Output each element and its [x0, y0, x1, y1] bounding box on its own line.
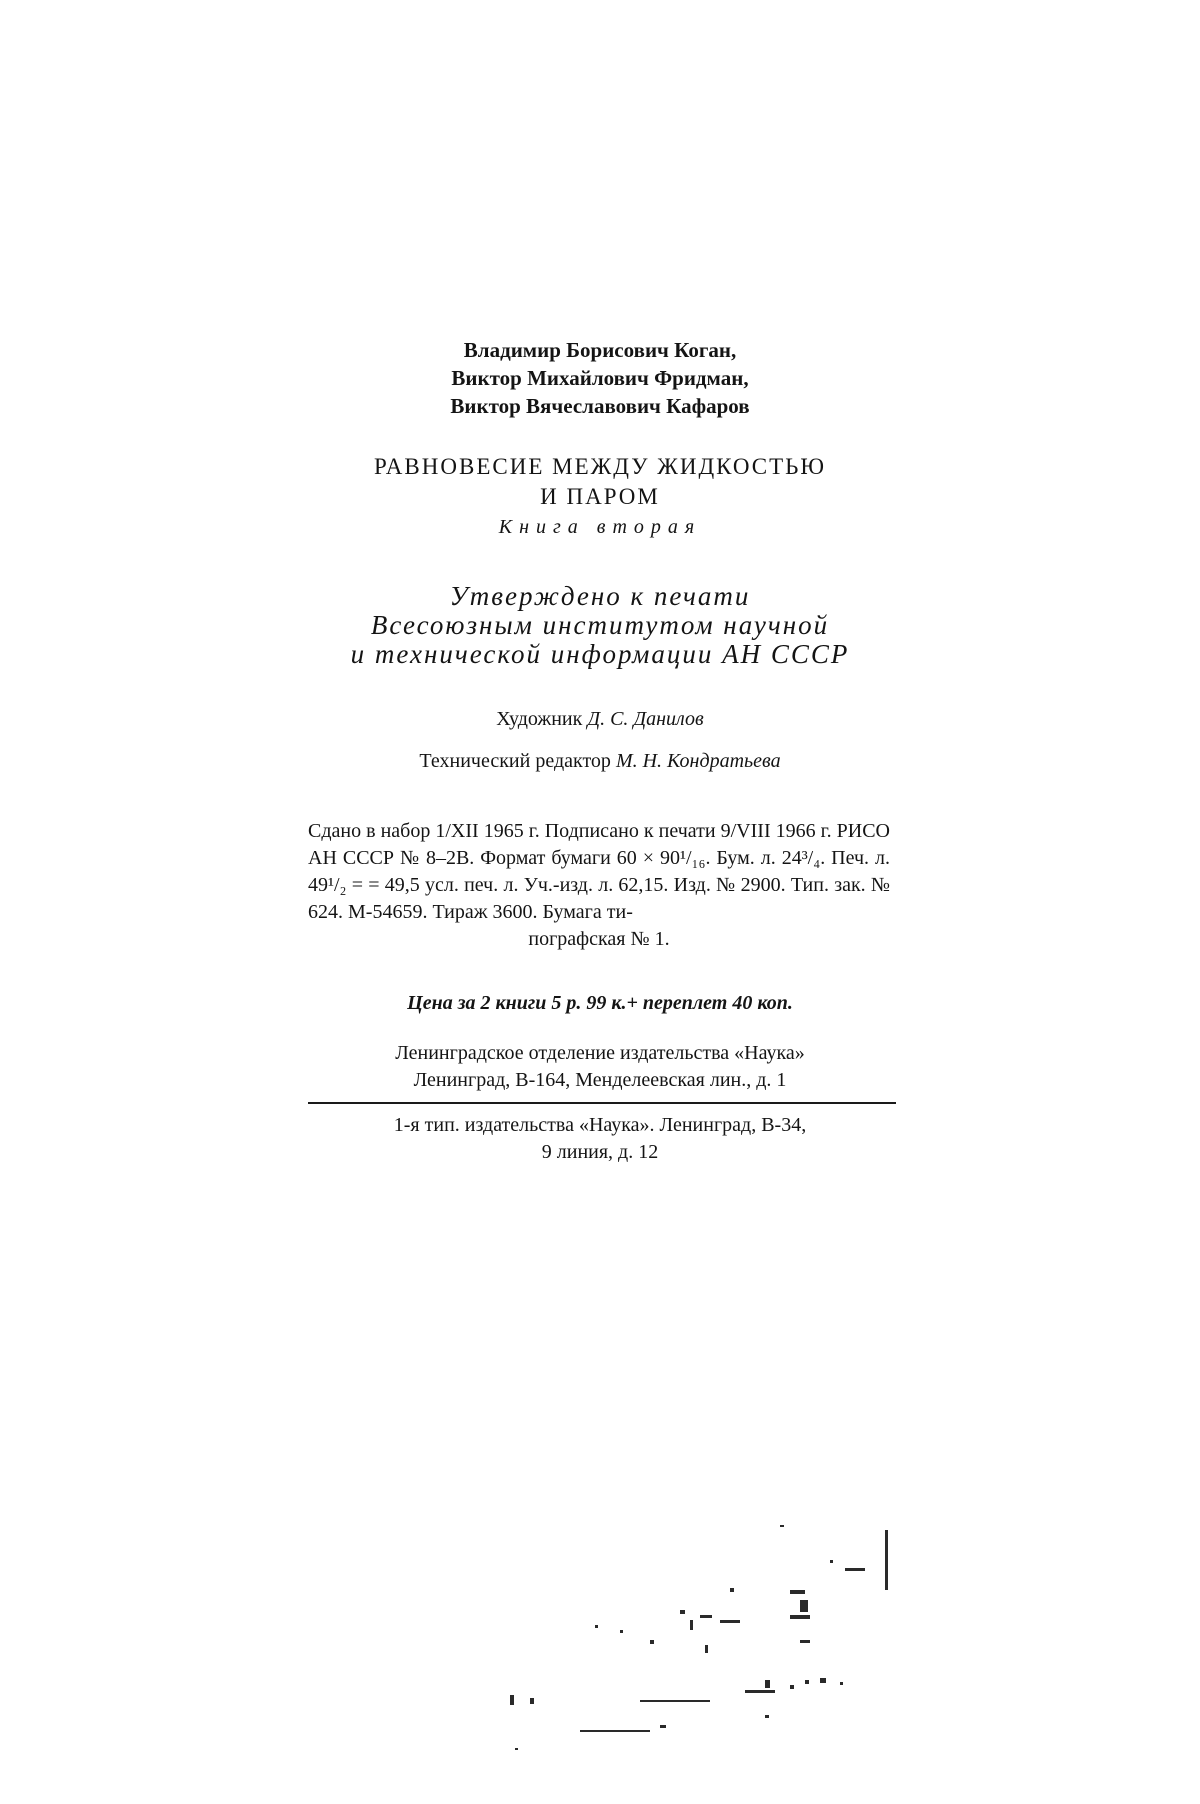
- approval-line-2: Всесоюзным институтом научной: [370, 610, 830, 640]
- authors-block: [300, 336, 900, 420]
- author-1: Владимир Борисович Коган,: [463, 338, 737, 362]
- divider-rule: [308, 1102, 896, 1104]
- publisher-line-2: Ленинград, В-164, Менделеевская лин., д. 1: [413, 1069, 787, 1091]
- artist-credit: [300, 708, 900, 731]
- printer-line-2: 9 линия, д. 12: [541, 1141, 659, 1163]
- price-line: Цена за 2 книги 5 р. 99 к.+ переплет 40 коп.: [407, 992, 793, 1014]
- approval-note: [280, 582, 920, 669]
- author-2: Виктор Михайлович Фридман,: [451, 366, 749, 390]
- publisher-block: [300, 1040, 900, 1094]
- approval-line-3: и технической информации АН СССР: [350, 639, 850, 669]
- printer-line-1: 1-я тип. издательства «Наука». Ленинград, В-34,: [393, 1114, 807, 1136]
- author-3: Виктор Вячеславович Кафаров: [450, 394, 750, 418]
- imprint-last-line: пографская № 1.: [528, 928, 670, 950]
- book-title: [300, 452, 900, 512]
- book-subtitle: Книга вторая: [498, 516, 702, 538]
- title-line-2: И ПАРОМ: [540, 484, 660, 509]
- imprint-text: Сдано в набор 1/XII 1965 г. Подписано к печати 9/VIII 1966 г. РИСО АН СССР № 8–2В. Формат бумаги 60 × 90¹/₁₆. Бум. л. 24³/₄. Печ. л. 49¹/₂ = = 49,5 усл. печ. л. Уч.-изд. л. 62,15. Изд. № 2900. Тип. зак. № 624. М-54659. Тираж 3600. Бумага ти-: [308, 820, 890, 923]
- printer-block: [300, 1112, 900, 1166]
- tech-editor-name: М. Н. Кондратьева: [615, 750, 781, 772]
- tech-editor-label: Технический редактор: [419, 750, 611, 772]
- publisher-line-1: Ленинградское отделение издательства «Наука»: [395, 1042, 805, 1064]
- title-line-1: РАВНОВЕСИЕ МЕЖДУ ЖИДКОСТЬЮ: [373, 454, 827, 479]
- artist-label: Художник: [496, 708, 583, 730]
- tech-editor-credit: [300, 750, 900, 773]
- scan-specks: [500, 1520, 900, 1780]
- artist-name: Д. С. Данилов: [587, 708, 704, 730]
- imprint-details: [308, 818, 890, 953]
- approval-line-1: Утверждено к печати: [449, 581, 751, 611]
